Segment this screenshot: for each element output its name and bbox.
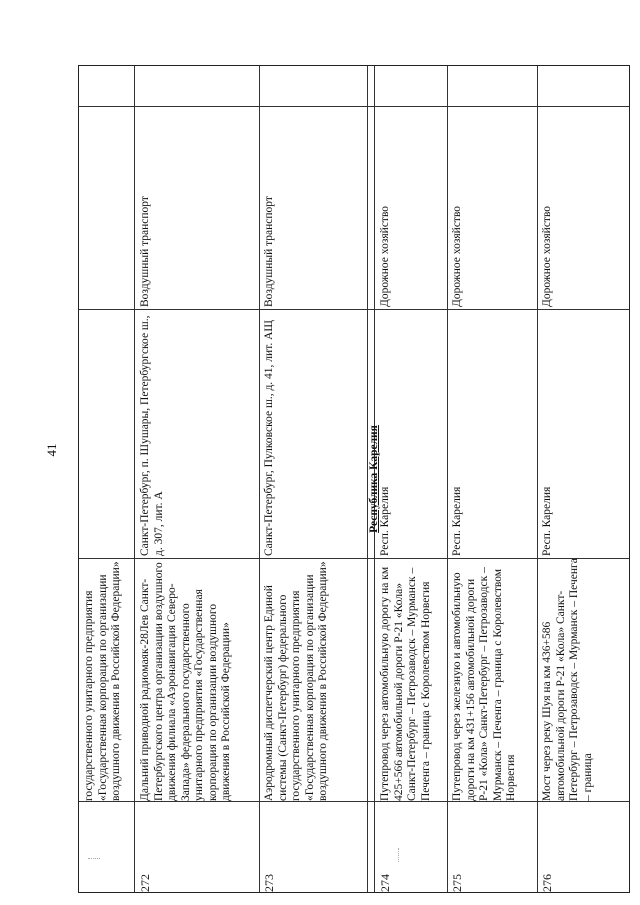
object-name: Путепровод через железную и автомобильную дороги на км 431+156 автомобильной дороги Р-21 «Кола» Санкт-Петербург – Петрозаводск – Мурманск – Печенга – граница с Королевством Норвегия — [451, 567, 517, 801]
object-address: Санкт-Петербург, Пулковское ш., д. 41, лит. АЩ — [263, 319, 275, 556]
page-number: 41 — [44, 443, 59, 457]
object-address: Респ. Карелия — [541, 486, 553, 556]
column-divider — [79, 801, 629, 802]
object-name: государственного унитарного предприятия «Государственная корпорация по организации воздушного движения в Российской Федерации» — [83, 561, 122, 801]
object-sector: Дорожное хозяйство — [379, 205, 391, 307]
row-number: 275 — [450, 874, 464, 892]
object-address: Санкт-Петербург, п. Шушары, Петербургское ш., д. 307, лит. А — [139, 315, 165, 556]
row-number: 273 — [262, 874, 276, 892]
object-name: Путепровод через автомобильную дорогу на км 425+566 автомобильной дороги Р-21 «Кола» Санкт-Петербург – Петрозаводск – Мурманск – Печенга – граница с Королевством Норвегия — [379, 566, 432, 801]
object-name: Аэродромный диспетчерский центр Единой системы (Санкт-Петербург) федерального государственного унитарного предприятия «Государственная корпорация по организации воздушного движения в Российской Федерации» — [263, 561, 329, 801]
object-address: Респ. Карелия — [379, 486, 391, 556]
row-number: 276 — [540, 874, 554, 892]
row-number: 272 — [138, 874, 152, 892]
scan-artifact — [398, 848, 403, 862]
row-divider — [259, 66, 260, 892]
table-row-continued — [83, 561, 135, 801]
object-sector: Дорожное хозяйство — [541, 205, 553, 307]
region-header: Республика Карелия — [368, 425, 380, 533]
object-sector: Дорожное хозяйство — [451, 205, 463, 307]
object-address: Респ. Карелия — [451, 486, 463, 556]
object-sector: Воздушный транспорт — [263, 196, 275, 307]
objects-table — [78, 65, 630, 893]
object-sector: Воздушный транспорт — [139, 196, 151, 307]
object-name: Дальний приводной радиомаяк-28Лев Санкт-Петербургского центра организации воздушного движения филиала «Аэронавигация Северо-Запада» федерального государственного унитарного предприятия «Государственная корпорация по организации воздушного движения в Российской Федерации» — [139, 562, 232, 801]
row-number: 274 — [378, 874, 392, 892]
scan-artifact — [88, 858, 100, 867]
row-divider — [447, 66, 448, 892]
object-name: Мост через реку Шуя на км 436+586 автомобильной дороги Р-21 «Кола» Санкт-Петербург – Петрозаводск – Мурманск – Печенга – граница — [541, 558, 594, 801]
row-divider — [537, 66, 538, 892]
